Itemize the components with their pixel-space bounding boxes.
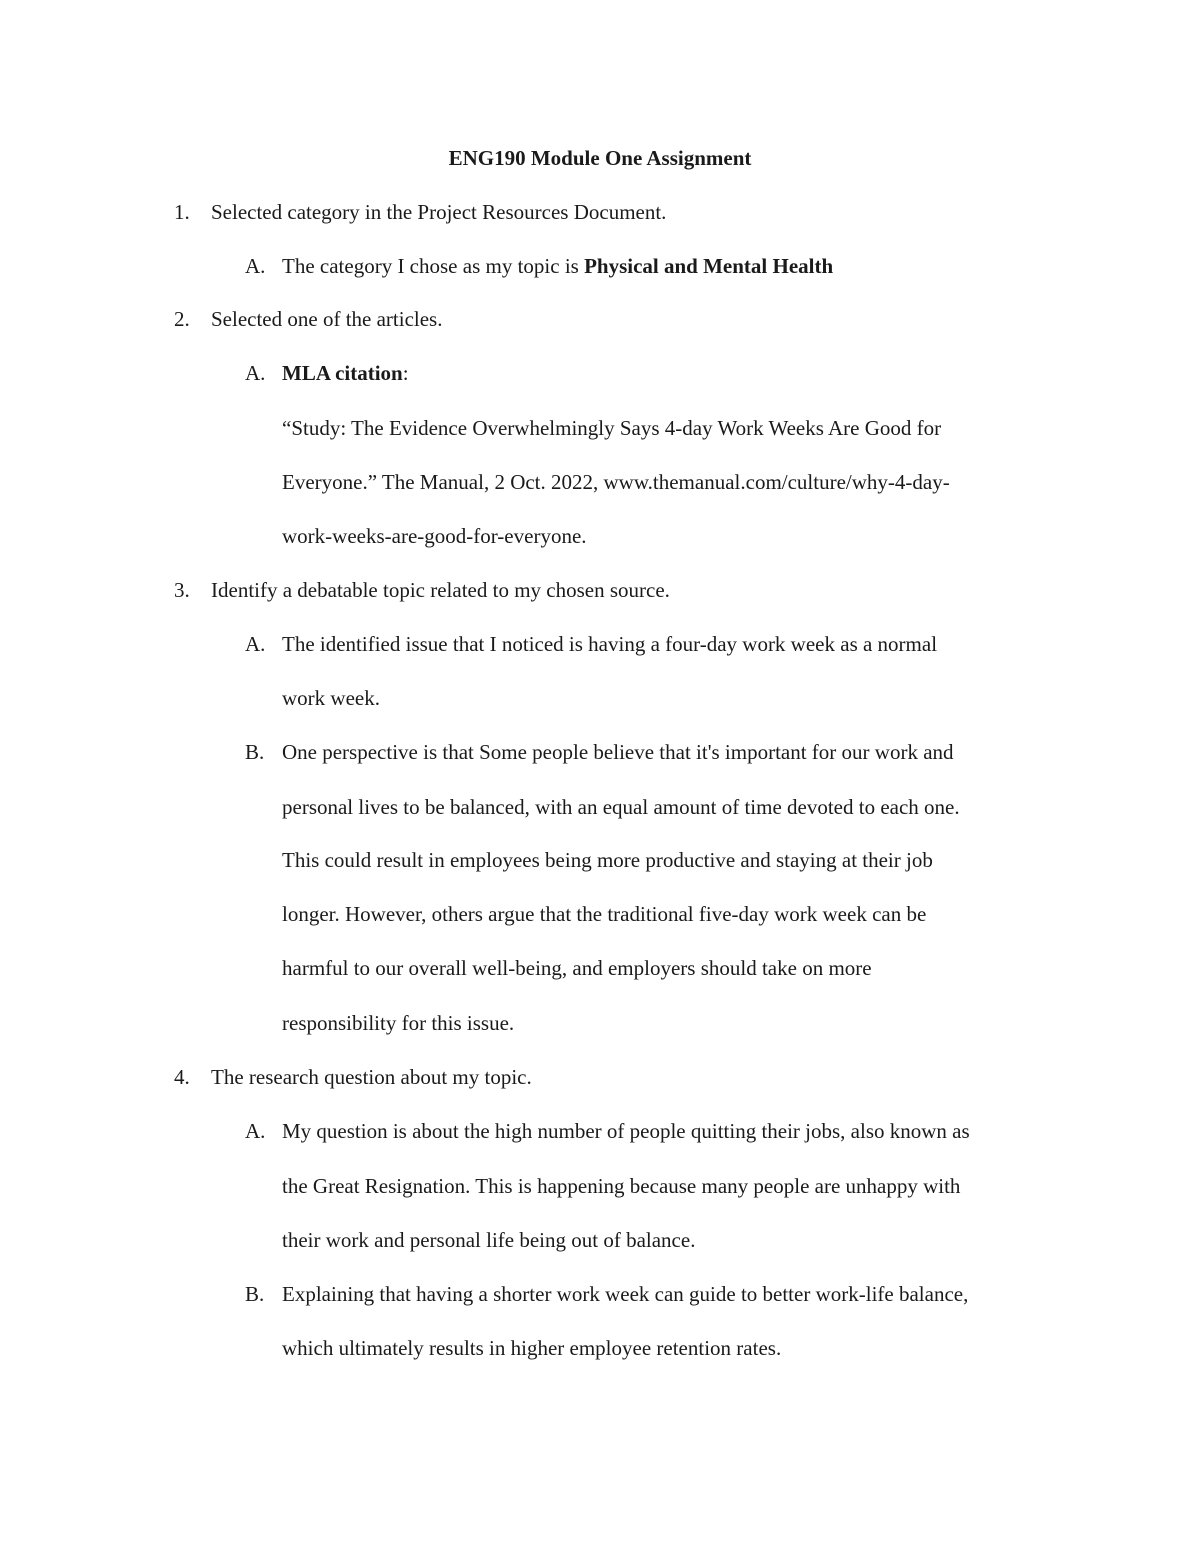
- item-4-text: The research question about my topic.: [211, 1065, 532, 1089]
- mla-citation-heading: MLA citation: [282, 361, 403, 385]
- item-3-sub-b-marker: B.: [245, 740, 265, 764]
- item-2-text: Selected one of the articles.: [211, 307, 443, 331]
- item-1-sub-a-marker: A.: [245, 254, 266, 278]
- item-1-marker: 1.: [174, 200, 190, 224]
- item-4-sub-a-line-1: My question is about the high number of people quitting their jobs, also known as: [282, 1119, 970, 1143]
- item-3-sub-a-line-1: The identified issue that I noticed is having a four-day work week as a normal: [282, 632, 938, 656]
- mla-citation-label: [282, 346, 409, 400]
- category-name: Physical and Mental Health: [584, 254, 834, 278]
- item-4-marker: 4.: [174, 1065, 190, 1089]
- item-3-sub-b-line-2: personal lives to be balanced, with an equal amount of time devoted to each one.: [282, 795, 960, 819]
- category-prefix: The category I chose as my topic is: [282, 254, 585, 278]
- item-3-sub-b-line-1: One perspective is that Some people believe that it's important for our work and: [282, 740, 954, 764]
- item-3-marker: 3.: [174, 578, 190, 602]
- item-4-sub-b-marker: B.: [245, 1282, 265, 1306]
- citation-line-2: Everyone.” The Manual, 2 Oct. 2022, www.themanual.com/culture/why-4-day-: [282, 470, 950, 494]
- item-3-text: Identify a debatable topic related to my chosen source.: [211, 578, 670, 602]
- item-3-sub-a-line-2: work week.: [282, 686, 380, 710]
- item-2-sub-a-marker: A.: [245, 361, 266, 385]
- item-3-sub-a-marker: A.: [245, 632, 266, 656]
- item-4-sub-a-marker: A.: [245, 1119, 266, 1143]
- item-4-sub-a-line-3: their work and personal life being out of balance.: [282, 1228, 696, 1252]
- item-3-sub-b-line-5: harmful to our overall well-being, and employers should take on more: [282, 956, 872, 980]
- citation-line-3: work-weeks-are-good-for-everyone.: [282, 524, 587, 548]
- item-3-sub-b-line-3: This could result in employees being more productive and staying at their job: [282, 848, 933, 872]
- citation-line-1: “Study: The Evidence Overwhelmingly Says 4-day Work Weeks Are Good for: [282, 416, 942, 440]
- item-4-sub-b-line-1: Explaining that having a shorter work week can guide to better work-life balance,: [282, 1282, 969, 1306]
- item-2-marker: 2.: [174, 307, 190, 331]
- item-4-sub-b-line-2: which ultimately results in higher employee retention rates.: [282, 1336, 782, 1360]
- mla-citation-colon: :: [402, 361, 409, 385]
- item-1-text: Selected category in the Project Resources Document.: [211, 200, 667, 224]
- item-3-sub-b-line-6: responsibility for this issue.: [282, 1011, 515, 1035]
- document-title: ENG190 Module One Assignment: [448, 146, 752, 170]
- item-3-sub-b-line-4: longer. However, others argue that the traditional five-day work week can be: [282, 902, 927, 926]
- item-1-sub-a-text: [282, 239, 833, 293]
- item-4-sub-a-line-2: the Great Resignation. This is happening because many people are unhappy with: [282, 1174, 961, 1198]
